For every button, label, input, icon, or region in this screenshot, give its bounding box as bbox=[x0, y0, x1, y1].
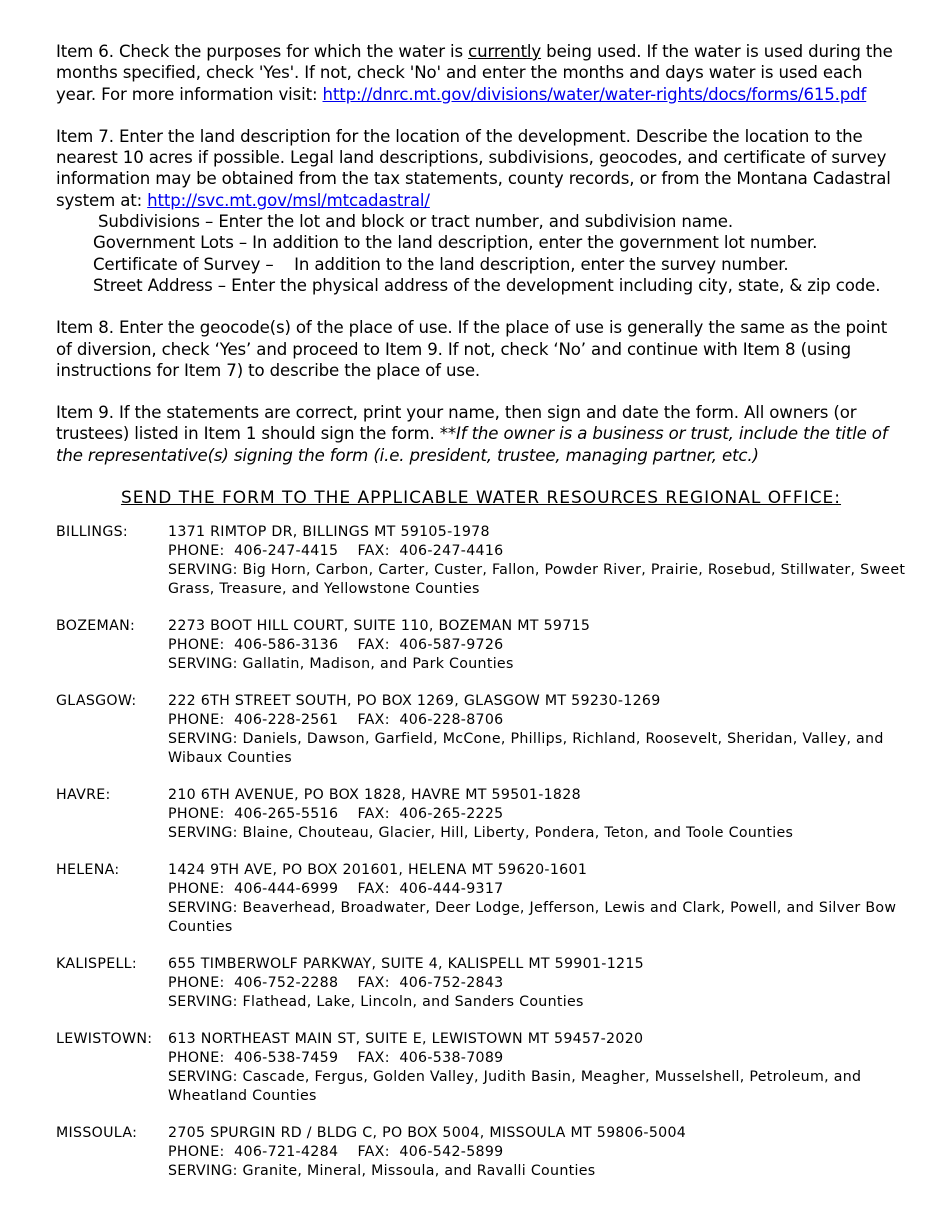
item-7-cadastral-link[interactable]: http://svc.mt.gov/msl/mtcadastral/ bbox=[147, 190, 430, 210]
office-glasgow bbox=[56, 692, 906, 768]
office-address: 2705 SPURGIN RD / BLDG C, PO BOX 5004, MISSOULA MT 59806-5004 bbox=[168, 1125, 687, 1142]
office-billings bbox=[56, 523, 906, 599]
office-city: HAVRE: bbox=[56, 787, 111, 804]
item-6-text-b: being used. If the water is used during the months specified, check 'Yes'. If not, check 'No' and enter the months and days water is used each year. For more information visit: bbox=[56, 42, 893, 104]
office-havre bbox=[56, 786, 906, 843]
office-serving: SERVING: Blaine, Chouteau, Glacier, Hill, Liberty, Pondera, Teton, and Toole Counties bbox=[168, 825, 794, 842]
office-phone-fax: PHONE: 406-247-4415 FAX: 406-247-4416 bbox=[168, 543, 504, 560]
office-phone-fax: PHONE: 406-444-6999 FAX: 406-444-9317 bbox=[168, 881, 504, 898]
item-7-street-address-line: Street Address – Enter the physical address of the development including city, state, & zip code. bbox=[93, 275, 881, 295]
office-serving: SERVING: Beaverhead, Broadwater, Deer Lodge, Jefferson, Lewis and Clark, Powell, and Silver Bow Counties bbox=[168, 900, 897, 936]
office-address: 2273 BOOT HILL COURT, SUITE 110, BOZEMAN MT 59715 bbox=[168, 618, 591, 635]
office-city: HELENA: bbox=[56, 862, 120, 879]
office-list bbox=[56, 523, 906, 1181]
office-address: 222 6TH STREET SOUTH, PO BOX 1269, GLASGOW MT 59230-1269 bbox=[168, 693, 661, 710]
item-9-text: Item 9. If the statements are correct, print your name, then sign and date the form. All owners (or trustees) listed in Item 1 should sign the form. bbox=[56, 403, 857, 444]
office-helena bbox=[56, 861, 906, 937]
office-serving: SERVING: Cascade, Fergus, Golden Valley, Judith Basin, Meagher, Musselshell, Petroleum, and Wheatland Counties bbox=[168, 1069, 862, 1105]
office-bozeman bbox=[56, 617, 906, 674]
office-serving: SERVING: Granite, Mineral, Missoula, and Ravalli Counties bbox=[168, 1163, 596, 1180]
office-city: BOZEMAN: bbox=[56, 618, 136, 635]
office-missoula bbox=[56, 1124, 906, 1181]
office-city: KALISPELL: bbox=[56, 956, 137, 973]
item-7-paragraph bbox=[56, 126, 906, 296]
item-6-underlined-word: currently bbox=[468, 42, 542, 61]
office-phone-fax: PHONE: 406-538-7459 FAX: 406-538-7089 bbox=[168, 1050, 504, 1067]
office-city: MISSOULA: bbox=[56, 1125, 138, 1142]
item-7-certificate-of-survey-line: Certificate of Survey – In addition to the land description, enter the survey number. bbox=[93, 254, 789, 274]
item-7-sublist bbox=[56, 211, 906, 296]
item-7-subdivisions-line: Subdivisions – Enter the lot and block or tract number, and subdivision name. bbox=[98, 212, 733, 232]
office-address: 655 TIMBERWOLF PARKWAY, SUITE 4, KALISPELL MT 59901-1215 bbox=[168, 956, 645, 973]
office-serving: SERVING: Big Horn, Carbon, Carter, Custer, Fallon, Powder River, Prairie, Rosebud, Stillwater, Sweet Grass, Treasure, and Yellowstone Counties bbox=[168, 562, 906, 598]
item-8-paragraph: Item 8. Enter the geocode(s) of the place of use. If the place of use is generally the same as the point of diversion, check ‘Yes’ and proceed to Item 9. If not, check ‘No’ and continue with Item 8 (using instructions for Item 7) to describe the place of use. bbox=[56, 318, 888, 380]
office-lewistown bbox=[56, 1030, 906, 1106]
office-address: 613 NORTHEAST MAIN ST, SUITE E, LEWISTOWN MT 59457-2020 bbox=[168, 1031, 644, 1048]
office-serving: SERVING: Flathead, Lake, Lincoln, and Sanders Counties bbox=[168, 994, 584, 1011]
office-city: LEWISTOWN: bbox=[56, 1031, 153, 1048]
office-phone-fax: PHONE: 406-721-4284 FAX: 406-542-5899 bbox=[168, 1144, 504, 1161]
office-city: GLASGOW: bbox=[56, 693, 137, 710]
item-7-text: Item 7. Enter the land description for the location of the development. Describe the location to the nearest 10 acres if possible. Legal land descriptions, subdivisions, geocodes, and certificate of survey information may be obtained from the tax statements, county records, or from the Montana Cadastral system at: bbox=[56, 126, 891, 210]
office-serving: SERVING: Daniels, Dawson, Garfield, McCone, Phillips, Richland, Roosevelt, Sheridan, Valley, and Wibaux Counties bbox=[168, 731, 884, 767]
item-9-italic-note: **If the owner is a business or trust, include the title of the representative(s) signing the form (i.e. president, trustee, managing partner, etc.) bbox=[56, 424, 888, 465]
item-6-form-615-link[interactable]: http://dnrc.mt.gov/divisions/water/water-rights/docs/forms/615.pdf bbox=[322, 84, 867, 104]
item-6-paragraph bbox=[56, 41, 906, 105]
office-address: 1371 RIMTOP DR, BILLINGS MT 59105-1978 bbox=[168, 524, 490, 541]
office-phone-fax: PHONE: 406-265-5516 FAX: 406-265-2225 bbox=[168, 806, 504, 823]
office-address: 1424 9TH AVE, PO BOX 201601, HELENA MT 59620-1601 bbox=[168, 862, 588, 879]
regional-office-heading: SEND THE FORM TO THE APPLICABLE WATER RESOURCES REGIONAL OFFICE: bbox=[120, 488, 842, 509]
office-address: 210 6TH AVENUE, PO BOX 1828, HAVRE MT 59501-1828 bbox=[168, 787, 581, 804]
item-6-text-a: Item 6. Check the purposes for which the water is bbox=[56, 42, 469, 61]
office-phone-fax: PHONE: 406-586-3136 FAX: 406-587-9726 bbox=[168, 637, 504, 654]
document-page bbox=[56, 41, 906, 1199]
item-9-paragraph bbox=[56, 402, 906, 466]
office-phone-fax: PHONE: 406-228-2561 FAX: 406-228-8706 bbox=[168, 712, 504, 729]
office-serving: SERVING: Gallatin, Madison, and Park Counties bbox=[168, 656, 514, 673]
office-kalispell bbox=[56, 955, 906, 1012]
office-phone-fax: PHONE: 406-752-2288 FAX: 406-752-2843 bbox=[168, 975, 504, 992]
item-7-government-lots-line: Government Lots – In addition to the land description, enter the government lot number. bbox=[93, 233, 818, 253]
office-city: BILLINGS: bbox=[56, 524, 129, 541]
